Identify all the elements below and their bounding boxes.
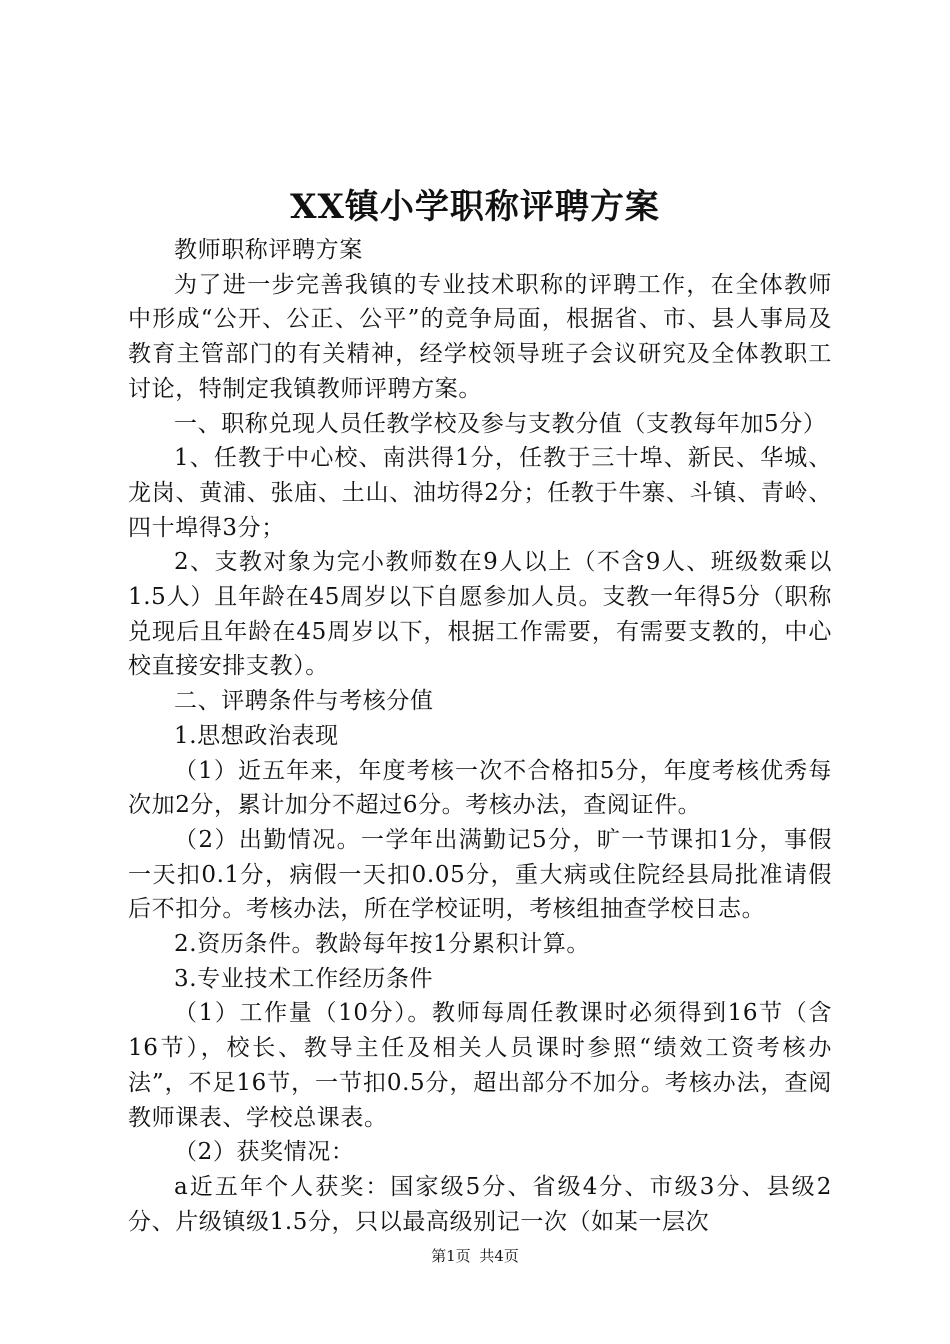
paragraph: 3.专业技术工作经历条件 [174, 965, 434, 992]
paragraph: （1）近五年来，年度考核一次不合格扣5分，年度考核优秀每次加2分，累计加分不超过6分。考核办法，查阅证件。 [128, 757, 832, 819]
paragraph: 一、职称兑现人员任教学校及参与支教分值（支教每年加5分） [174, 410, 827, 437]
paragraph: （1）工作量（10分）。教师每周任教课时必须得到16节（含16节），校长、教导主任及相关人员课时参照“绩效工资考核办法”，不足16节，一节扣0.5分，超出部分不加分。考核办法，查阅教师课表、学校总课表。 [128, 1000, 832, 1131]
document-title: XX镇小学职称评聘方案 [290, 187, 660, 227]
paragraph: 2.资历条件。教龄每年按1分累积计算。 [174, 931, 590, 958]
paragraph: a近五年个人获奖：国家级5分、省级4分、市级3分、县级2分、片级镇级1.5分，只以最高级别记一次（如某一层次 [128, 1173, 832, 1235]
paragraph: 教师职称评聘方案 [174, 237, 363, 263]
paragraph: 2、支教对象为完小教师数在9人以上（不含9人、班级数乘以1.5人）且年龄在45周岁以下自愿参加人员。支教一年得5分（职称兑现后且年龄在45周岁以下，根据工作需要，有需要支教的，中心校直接安排支教）。 [128, 549, 832, 680]
paragraph: 1.思想政治表现 [174, 722, 339, 749]
page-footer: 第1页 共4页 [431, 1247, 519, 1265]
paragraph: 二、评聘条件与考核分值 [174, 688, 434, 715]
paragraph: （2）获奖情况： [174, 1139, 355, 1166]
paragraph: 1、任教于中心校、南洪得1分，任教于三十埠、新民、华城、龙岗、黄浦、张庙、土山、油坊得2分；任教于牛寨、斗镇、青岭、四十埠得3分； [128, 445, 832, 541]
paragraph: （2）出勤情况。一学年出满勤记5分，旷一节课扣1分，事假一天扣0.1分，病假一天扣0.05分，重大病或住院经县局批准请假后不扣分。考核办法，所在学校证明，考核组抽查学校日志。 [128, 826, 832, 923]
paragraph: 为了进一步完善我镇的专业技术职称的评聘工作，在全体教师中形成“公开、公正、公平”的竞争局面，根据省、市、县人事局及教育主管部门的有关精神，经学校领导班子会议研究及全体教职工讨论，特制定我镇教师评聘方案。 [128, 271, 832, 402]
document-body [128, 233, 832, 1239]
